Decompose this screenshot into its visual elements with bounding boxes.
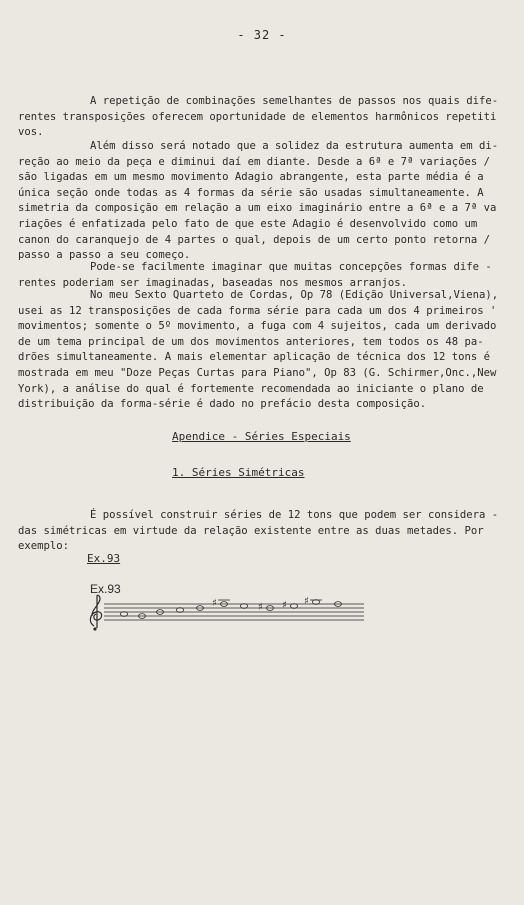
text-line: exemplo:	[18, 540, 70, 553]
text-line: movimentos; somente o 5º movimento, a fuga com 4 sujeitos, cada um derivado	[18, 320, 497, 333]
appendix-heading: Apendice - Séries Especiais	[172, 430, 351, 443]
text-line: distribuição da forma-série é dado no prefácio desta composição.	[18, 398, 427, 411]
text-line: drões simultaneamente. A mais elementar aplicação de técnica dos 12 tons é	[18, 351, 490, 364]
text-line: Além disso será notado que a solidez da estrutura aumenta em di-	[90, 140, 499, 152]
music-staff-example	[84, 592, 374, 636]
paragraph-1	[18, 94, 500, 141]
text-line: A repetição de combinações semelhantes de passos nos quais dife-	[90, 95, 499, 107]
music-example-label: Ex.93	[90, 582, 121, 596]
text-line: de um tema principal de um dos movimentos anteriores, tem todos os 48 pa-	[18, 335, 484, 348]
paragraph-2	[18, 139, 500, 264]
svg-text:♯: ♯	[304, 596, 309, 607]
text-line: reção ao meio da peça e diminui daí em diante. Desde a 6ª e 7ª variações /	[18, 155, 490, 168]
text-line: única seção onde todas as 4 formas da série são usadas simultaneamente. A	[18, 186, 484, 199]
svg-text:♯: ♯	[212, 598, 217, 609]
text-line: simetria da composição em relação a um eixo imaginário entre a 6ª e a 7ª va	[18, 202, 497, 215]
page-number: - 32 -	[237, 28, 287, 42]
example-label: Ex.93	[87, 552, 121, 565]
text-line: É possível construir séries de 12 tons que podem ser considera -	[90, 509, 499, 521]
text-line: No meu Sexto Quarteto de Cordas, Op 78 (Edição Universal,Viena),	[90, 289, 499, 301]
paragraph-3	[18, 260, 500, 291]
text-line: mostrada em meu "Doze Peças Curtas para Piano", Op 83 (G. Schirmer,Onc.,New	[18, 366, 497, 379]
text-line: das simétricas em virtude da relação existente entre as duas metades. Por	[18, 524, 484, 537]
text-line: York), a análise do qual é fortemente recomendada ao iniciante o plano de	[18, 382, 484, 395]
svg-text:♯: ♯	[258, 602, 263, 613]
text-line: Pode-se facilmente imaginar que muitas concepções formas dife -	[90, 261, 492, 273]
text-line: são ligadas em um mesmo movimento Adagio abrangente, esta parte média é a	[18, 171, 484, 184]
text-line: passo a passo a seu começo.	[18, 249, 191, 262]
paragraph-5	[18, 508, 500, 555]
text-line: canon do caranquejo de 4 partes o qual, depois de um certo ponto retorna /	[18, 233, 490, 246]
text-line: rentes transposições oferecem oportunidade de elementos harmônicos repetiti	[18, 110, 497, 123]
paragraph-4	[18, 288, 500, 413]
text-line: vos.	[18, 126, 44, 139]
text-line: rentes poderiam ser imaginadas, baseadas nos mesmos arranjos.	[18, 276, 408, 289]
text-line: usei as 12 transposições de cada forma série para cada um dos 4 primeiros '	[18, 304, 497, 317]
text-line: riações é enfatizada pelo fato de que este Adagio é desenvolvido como um	[18, 217, 478, 230]
section-heading: 1. Séries Simétricas	[172, 466, 305, 479]
svg-text:♯: ♯	[282, 600, 287, 611]
